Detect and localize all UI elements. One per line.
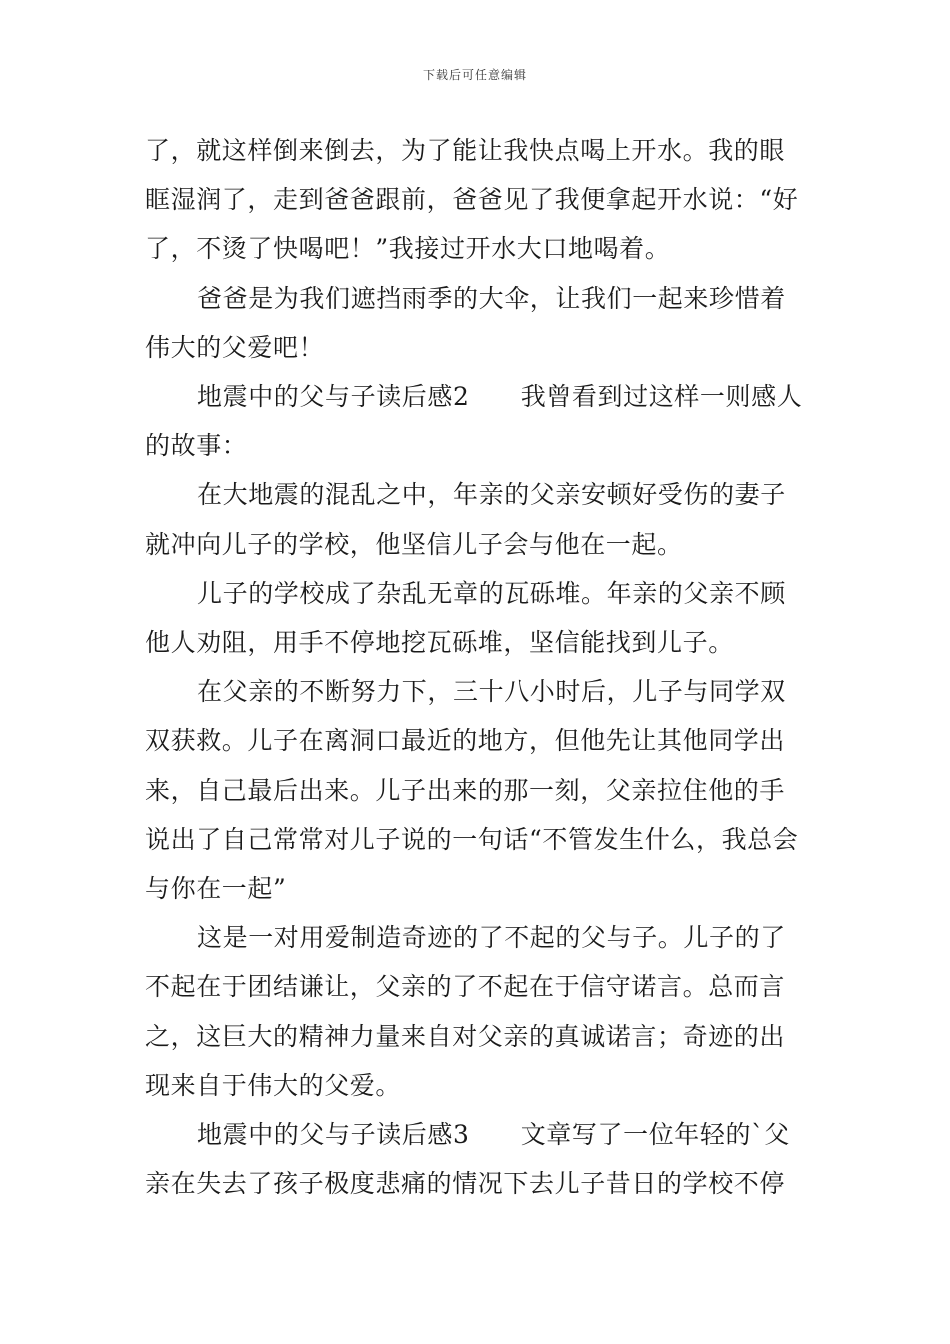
paragraph: 这是一对用爱制造奇迹的了不起的父与子。儿子的了不起在于团结谦让，父亲的了不起在于信守诺言。总而言之，这巨大的精神力量来自对父亲的真诚诺言；奇迹的出现来自于伟大的父爱。 [145,923,786,1100]
paragraph: 在大地震的混乱之中，年亲的父亲安顿好受伤的妻子就冲向儿子的学校，他坚信儿子会与他在一起。 [145,480,786,559]
document-body [145,126,807,1208]
paragraph: 儿子的学校成了杂乱无章的瓦砾堆。年亲的父亲不顾他人劝阻，用手不停地挖瓦砾堆，坚信能找到儿子。 [145,578,786,658]
page-header: 下载后可任意编辑 [422,68,527,82]
paragraph: 地震中的父与子读后感3 文章写了一位年轻的`父亲在失去了孩子极度悲痛的情况下去儿子昔日的学校不停 [145,1120,790,1199]
paragraph: 地震中的父与子读后感2 我曾看到过这样一则感人的故事： [145,382,803,461]
paragraph: 爸爸是为我们遮挡雨季的大伞，让我们一起来珍惜着伟大的父爱吧！ [145,283,786,362]
paragraph: 在父亲的不断努力下，三十八小时后，儿子与同学双双获救。儿子在离洞口最近的地方，但他先让其他同学出来，自己最后出来。儿子出来的那一刻，父亲拉住他的手说出了自己常常对儿子说的一句话“不管发生什么，我总会与你在一起” [145,677,799,904]
paragraph: 了，就这样倒来倒去，为了能让我快点喝上开水。我的眼眶湿润了，走到爸爸跟前，爸爸见了我便拿起开水说：“好了，不烫了快喝吧！”我接过开水大口地喝着。 [145,136,799,264]
